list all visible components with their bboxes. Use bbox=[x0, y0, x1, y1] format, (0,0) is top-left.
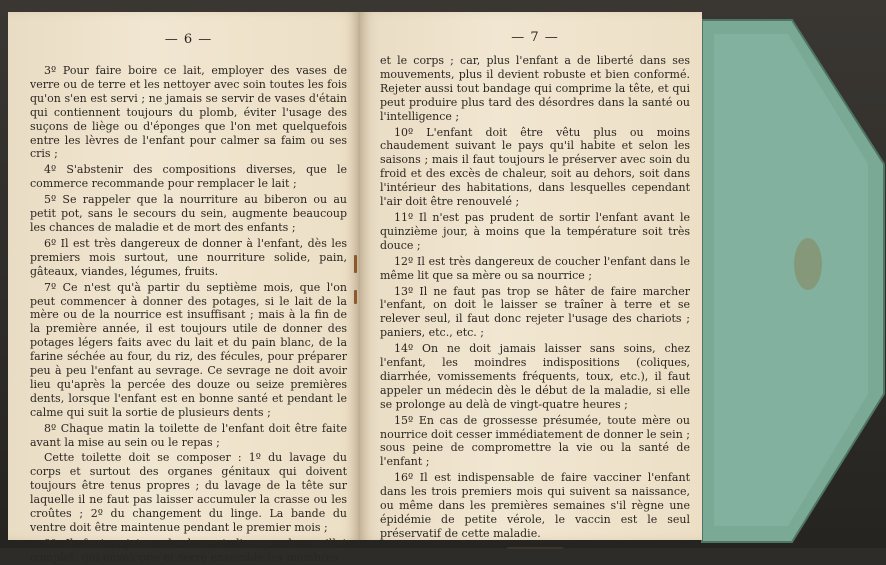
left-page bbox=[8, 12, 360, 564]
paragraph: et le corps ; car, plus l'enfant a de liberté dans ses mouvements, plus il devient robuste et bien conformé. Rejeter aussi tout bandage qui comprime la tête, et qui peut produire plus tard des désordres dans la santé ou l'intelligence ; bbox=[380, 54, 690, 123]
end-rule bbox=[507, 547, 563, 549]
paragraph: 6º Il est très dangereux de donner à l'enfant, dès les premiers mois surtout, une nourriture solide, pain, gâteaux, viandes, légumes, fruits. bbox=[30, 236, 347, 278]
paragraph: 14º On ne doit jamais laisser sans soins, chez l'enfant, les moindres indispositions (coliques, diarrhée, vomissements fréquents, toux, etc.), il faut appeler un médecin dès le début de la maladie, si elle se prolonge au delà de vingt-quatre heures ; bbox=[380, 342, 690, 411]
paragraph: 15º En cas de grossesse présumée, toute mère ou nourrice doit cesser immédiatement de donner le sein ; sous peine de compromettre la vie ou la santé de l'enfant ; bbox=[380, 413, 690, 469]
right-page bbox=[360, 12, 702, 540]
paragraph: 11º Il n'est pas prudent de sortir l'enfant avant le quinzième jour, à moins que la température soit très douce ; bbox=[380, 210, 690, 252]
paragraph: 12º Il est très dangereux de coucher l'enfant dans le même lit que sa mère ou sa nourrice ; bbox=[380, 254, 690, 282]
paragraph: 4º S'abstenir des compositions diverses, que le commerce recommande pour remplacer le lait ; bbox=[30, 163, 347, 191]
page-number: — 6 — bbox=[164, 32, 213, 47]
paragraph: 8º Chaque matin la toilette de l'enfant doit être faite avant la mise au sein ou le repas ; bbox=[30, 421, 347, 449]
cover-flap bbox=[700, 14, 886, 548]
paragraph: 3º Pour faire boire ce lait, employer des vases de verre ou de terre et les nettoyer avec soin toutes les fois qu'on s'en est servi ; ne jamais se servir de vases d'étain qui contiennent toujours du plomb, éviter l'usage des suçons de liège ou d'éponges que l'on met quelquefois entre les lèvres de l'enfant pour calmer sa faim ou ses cris ; bbox=[30, 64, 347, 161]
paragraph: 13º Il ne faut pas trop se hâter de faire marcher l'enfant, on doit le laisser se traîner à terre et se relever seul, il faut donc rejeter l'usage des chariots ; paniers, etc., etc. ; bbox=[380, 284, 690, 340]
paragraph: 5º Se rappeler que la nourriture au biberon ou au petit pot, sans le secours du sein, augmente beaucoup les chances de maladie et de mort des enfants ; bbox=[30, 193, 347, 234]
binding-stitch bbox=[354, 255, 357, 273]
paragraph: 10º L'enfant doit être vêtu plus ou moins chaudement suivant le pays qu'il habite et selon les saisons ; mais il faut toujours le préserver avec soin du froid et des excès de chaleur, soit au dehors, soit dans l'intérieur des habitations, dans lesquelles cependant l'air doit être renouvelé ; bbox=[380, 125, 690, 209]
binding-stitch bbox=[354, 290, 357, 304]
paragraph: 7º Ce n'est qu'à partir du septième mois, que l'on peut commencer à donner des potages, si le lait de la mère ou de la nourrice est insuffisant ; mais à la fin de la première année, il est toujours utile de donner des potages légers faits avec du lait et du pain blanc, de la farine séchée au four, du riz, des fécules, pour préparer peu à peu l'enfant au sevrage. Ce sevrage ne doit avoir lieu qu'après la percée des douze ou seize premières dents, lorsque l'enfant est en bonne santé et pendant le calme qui suit la sortie de plusieurs dents ; bbox=[30, 280, 347, 419]
paragraph: 9º Il faut rejeter absolument l'usage du maillot complet, qui enveloppe et serre ensemble les membres bbox=[30, 536, 347, 564]
paragraph: 16º Il est indispensable de faire vacciner l'enfant dans les trois premiers mois qui suivent sa naissance, ou même dans les premières semaines s'il règne une épidémie de petite vérole, le vaccin est le seul préservatif de cette maladie. bbox=[380, 471, 690, 540]
paragraph: Cette toilette doit se composer : 1º du lavage du corps et surtout des organes génitaux qui doivent toujours être tenus propres ; du lavage de la tête sur laquelle il ne faut pas laisser accumuler la crasse ou les croûtes ; 2º du changement du linge. La bande du ventre doit être maintenue pendant le premier mois ; bbox=[30, 451, 347, 534]
page-number: — 7 — bbox=[511, 30, 559, 45]
